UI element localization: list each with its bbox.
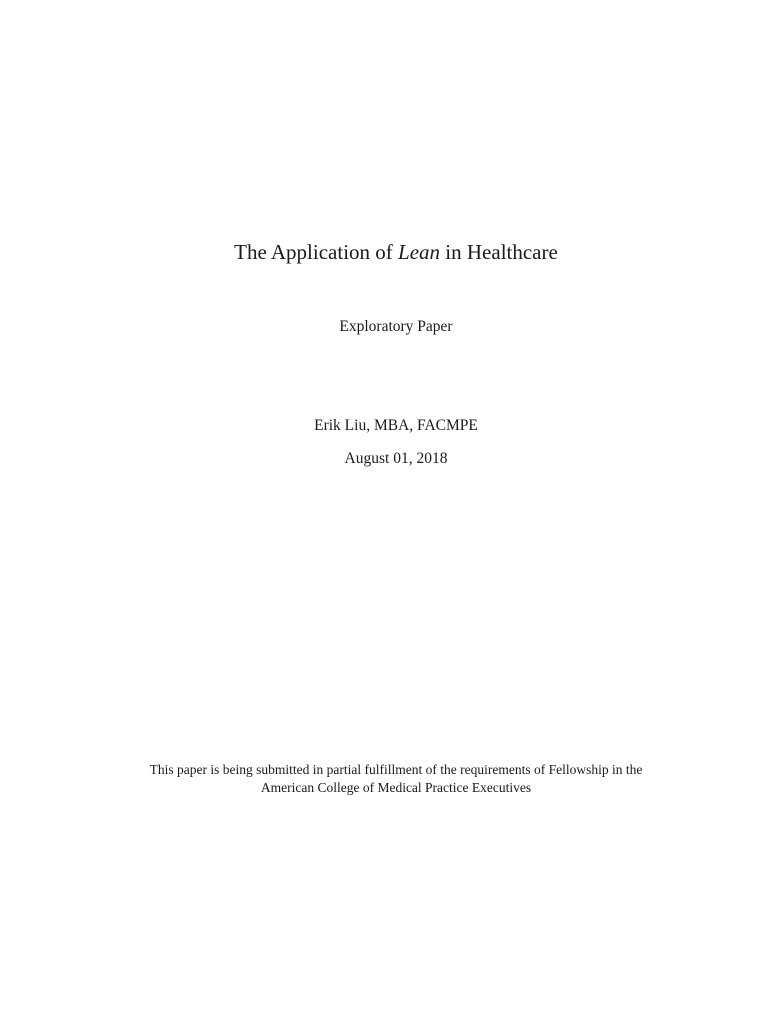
date-line: August 01, 2018 <box>344 450 448 467</box>
author-line: Erik Liu, MBA, FACMPE <box>314 417 478 434</box>
paper-title-prefix: The Application of <box>234 240 399 264</box>
fulfillment-note <box>12 761 768 797</box>
paper-title-suffix: in Healthcare <box>440 240 558 264</box>
fulfillment-note-line-2: American College of Medical Practice Executives <box>260 780 532 795</box>
fulfillment-note-line-1: This paper is being submitted in partial fulfillment of the requirements of Fellowship in the <box>149 762 643 777</box>
paper-subtitle: Exploratory Paper <box>339 318 453 335</box>
paper-title-emphasis: Lean <box>398 240 441 264</box>
paper-title <box>12 238 768 266</box>
